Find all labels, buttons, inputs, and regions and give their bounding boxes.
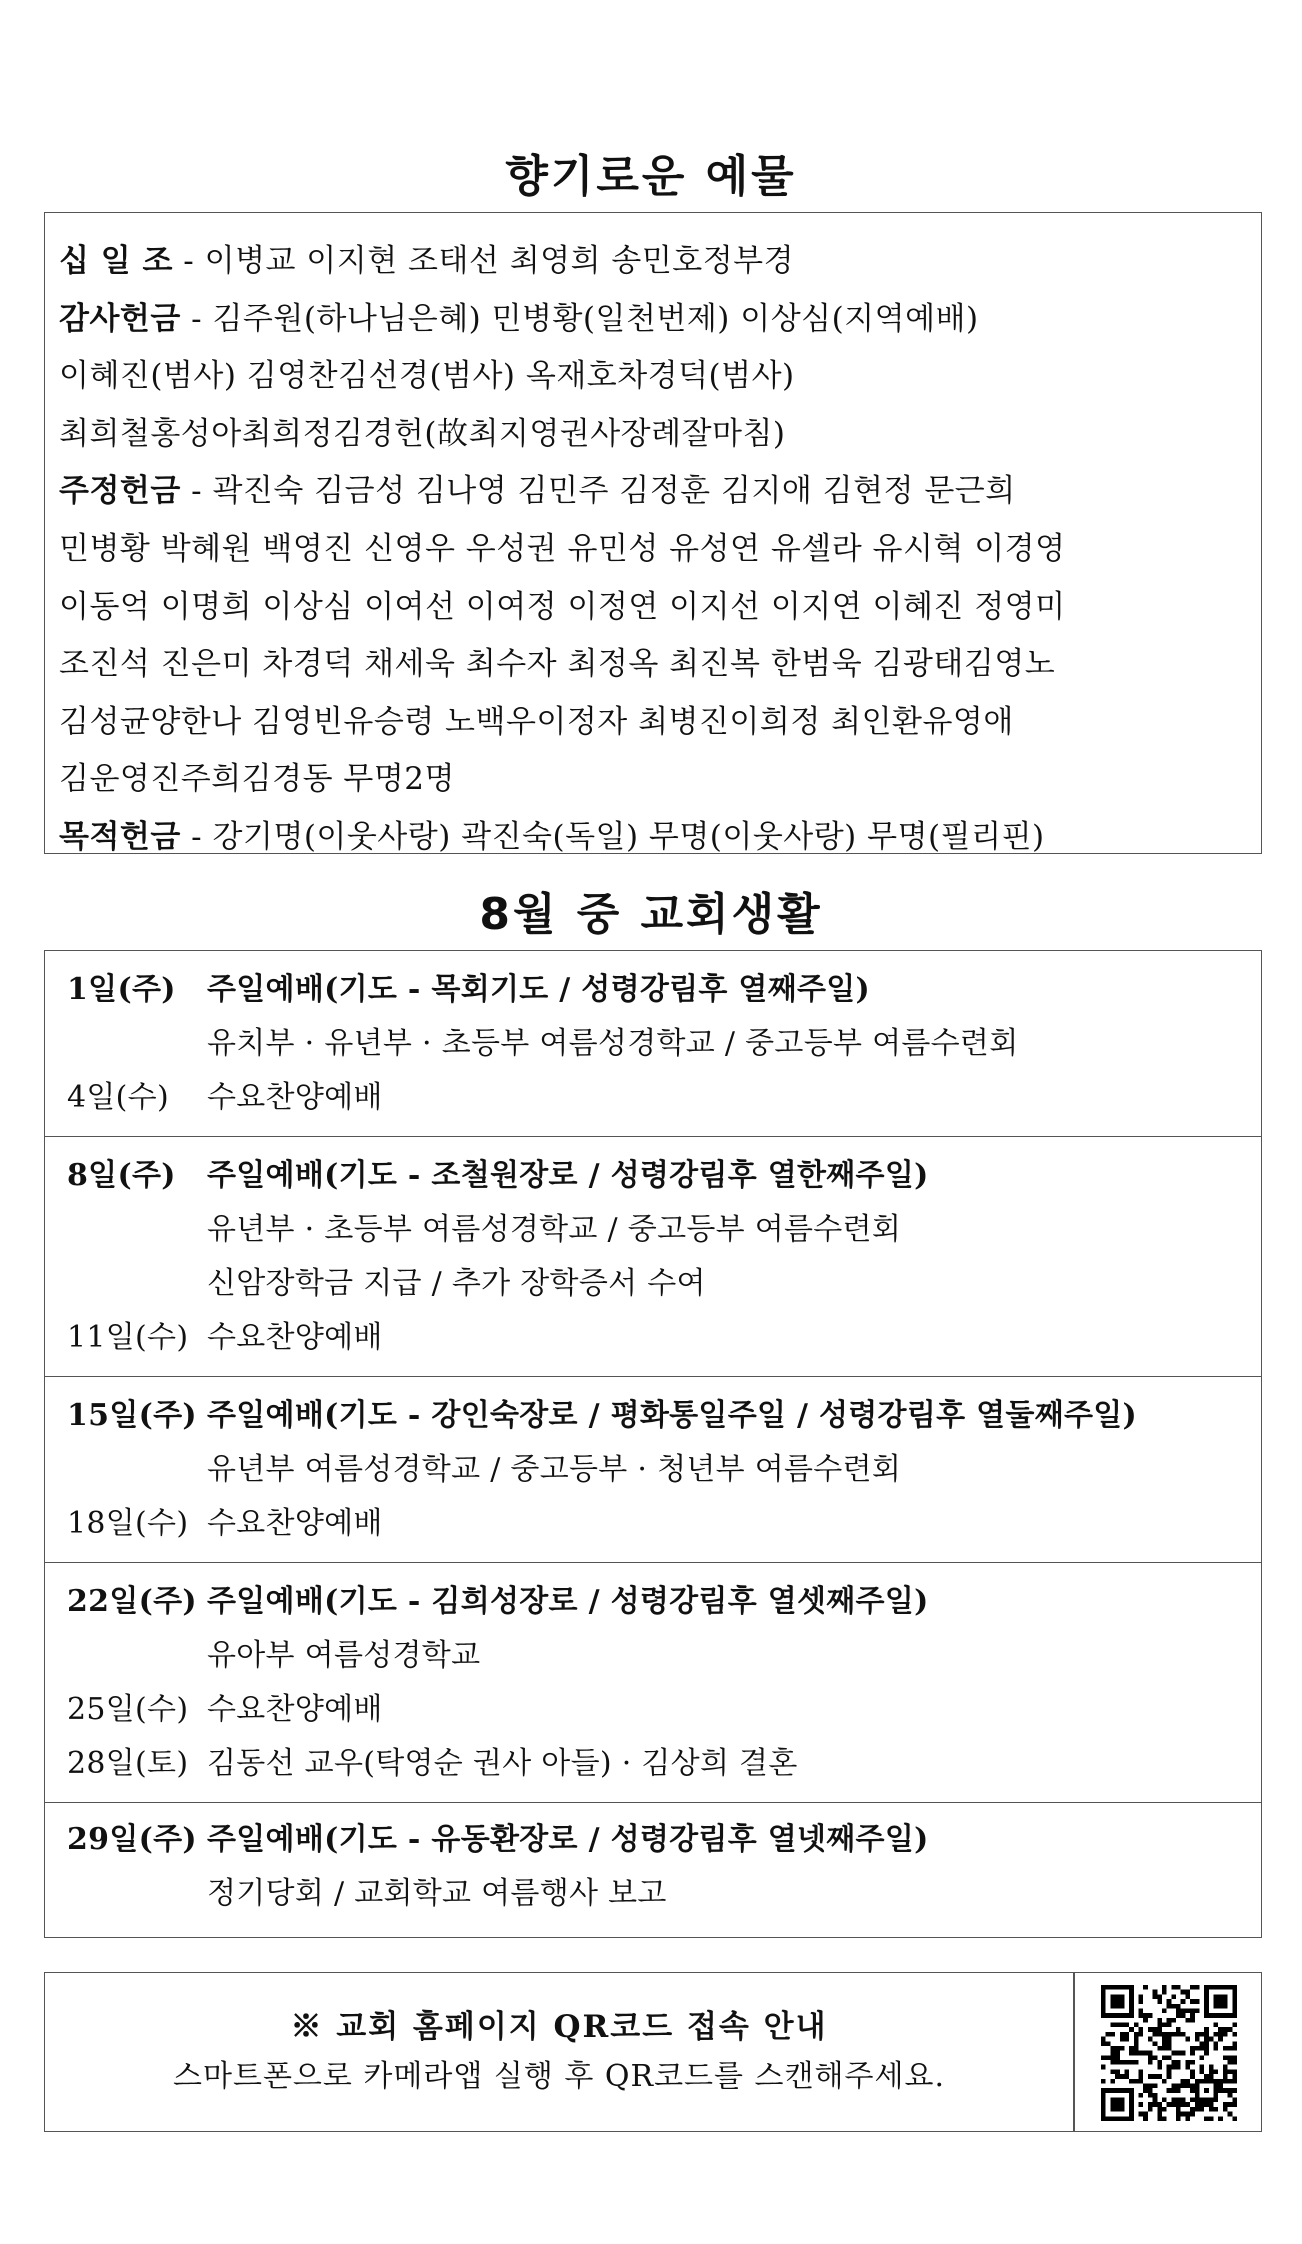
- schedule-date: 15일(주): [67, 1398, 197, 1433]
- qr-code-icon[interactable]: [1101, 1985, 1237, 2121]
- schedule-text-segment: 유년부 · 초등부 여름성경학교 / 중고등부 여름수련회: [207, 1212, 902, 1247]
- schedule-date: 22일(주): [67, 1584, 197, 1619]
- schedule-week: [45, 1803, 1261, 1939]
- schedule-text-segment: 주일예배(기도 -: [207, 1822, 432, 1857]
- schedule-text: [207, 1683, 1261, 1737]
- schedule-text: [207, 1575, 1261, 1629]
- schedule-text: [207, 1389, 1261, 1443]
- offerings-title: 향기로운 예물: [505, 151, 797, 202]
- schedule-text-segment: 주일예배(기도 -: [207, 972, 432, 1007]
- qr-info-text: [45, 1973, 1073, 2131]
- schedule-date: [67, 1443, 207, 1497]
- schedule-date: 4일(수): [67, 1080, 169, 1115]
- schedule-text-segment: 주일예배(기도 -: [207, 1158, 432, 1193]
- offering-names: - 곽진숙 김금성 김나영 김민주 김정훈 김지애 김현정 문근희: [180, 473, 1016, 510]
- offering-names: 이혜진(범사) 김영찬김선경(범사) 옥재호차경덕(범사): [59, 358, 795, 395]
- schedule-text: [207, 1311, 1261, 1365]
- schedule-week: [45, 1563, 1261, 1803]
- schedule-text-segment: 김동선 교우(탁영순 권사 아들) · 김상희 결혼: [207, 1746, 798, 1781]
- schedule-date: 11일(수): [67, 1320, 189, 1355]
- offering-line: [59, 521, 1247, 579]
- schedule-row: [67, 1071, 1261, 1125]
- schedule-text-segment: 정기당회 / 교회학교 여름행사 보고: [207, 1876, 667, 1911]
- offering-line: [59, 406, 1247, 464]
- offering-line: [59, 579, 1247, 637]
- schedule-text-segment: 신암장학금 지급 / 추가 장학증서 수여: [207, 1266, 706, 1301]
- schedule-text: [207, 1867, 1261, 1921]
- offering-category: 십 일 조: [59, 243, 173, 279]
- schedule-text-segment: 조철원: [431, 1158, 520, 1193]
- schedule-row: [67, 1737, 1261, 1791]
- schedule-row: [67, 1311, 1261, 1365]
- schedule-row: [67, 1257, 1261, 1311]
- schedule-date: [67, 1203, 207, 1257]
- offering-names: 민병황 박혜원 백영진 신영우 우성권 유민성 유성연 유셀라 유시혁 이경영: [59, 530, 1066, 567]
- schedule-text-segment: 목회기도: [431, 972, 549, 1007]
- schedule-row: [67, 1149, 1261, 1203]
- schedule-text-segment: 수요찬양예배: [207, 1320, 383, 1355]
- schedule-box: [44, 950, 1262, 1938]
- offerings-box: [44, 212, 1262, 854]
- offering-names: 조진석 진은미 차경덕 채세욱 최수자 최정옥 최진복 한범욱 김광태김영노: [59, 646, 1056, 683]
- offering-line: [59, 751, 1247, 809]
- schedule-text-segment: 장로 / 성령강림후 열넷째주일): [519, 1822, 929, 1857]
- schedule-week: [45, 951, 1261, 1137]
- offering-category: 감사헌금: [59, 300, 181, 337]
- schedule-text-segment: 김희성: [431, 1584, 520, 1619]
- schedule-row: [67, 1443, 1261, 1497]
- offering-names: - 이병교 이지현 조태선 최영희 송민호정부경: [172, 243, 795, 279]
- schedule-row: [67, 1017, 1261, 1071]
- schedule-date: [67, 1017, 207, 1071]
- offering-names: - 강기명(이웃사랑) 곽진숙(독일) 무명(이웃사랑) 무명(필리핀): [180, 818, 1045, 855]
- schedule-date: 29일(주): [67, 1822, 197, 1857]
- offering-names: 김운영진주희김경동 무명2명: [59, 761, 455, 798]
- schedule-date: [67, 1629, 207, 1683]
- schedule-row: [67, 1813, 1261, 1867]
- schedule-text-segment: 수요찬양예배: [207, 1506, 383, 1541]
- schedule-row: [67, 1629, 1261, 1683]
- schedule-date: [67, 1257, 207, 1311]
- offering-category: 목적헌금: [59, 818, 181, 855]
- schedule-text-segment: 장로 / 성령강림후 열셋째주일): [519, 1584, 929, 1619]
- offering-names: - 김주원(하나님은혜) 민병황(일천번제) 이상심(지역예배): [180, 300, 979, 337]
- schedule-text-segment: 주일예배(기도 -: [207, 1584, 432, 1619]
- offering-line: [59, 694, 1247, 752]
- schedule-text: [207, 1149, 1261, 1203]
- qr-divider: [1073, 1973, 1075, 2131]
- schedule-date: 25일(수): [67, 1692, 189, 1727]
- schedule-text-segment: 수요찬양예배: [207, 1692, 383, 1727]
- schedule-text-segment: 장로 / 성령강림후 열한째주일): [519, 1158, 929, 1193]
- qr-info-box: [44, 1972, 1262, 2132]
- offering-category: 주정헌금: [59, 473, 181, 510]
- schedule-row: [67, 1575, 1261, 1629]
- schedule-text: [207, 1443, 1261, 1497]
- schedule-text-segment: 장로 / 평화통일주일 / 성령강림후 열둘째주일): [519, 1398, 1138, 1433]
- schedule-date: 1일(주): [67, 972, 176, 1007]
- schedule-text: [207, 1813, 1261, 1867]
- schedule-text-segment: 수요찬양예배: [207, 1080, 383, 1115]
- offering-line: [59, 809, 1247, 867]
- schedule-week: [45, 1137, 1261, 1377]
- schedule-text-segment: 강인숙: [431, 1398, 520, 1433]
- schedule-row: [67, 1867, 1261, 1921]
- schedule-text: [207, 1629, 1261, 1683]
- offering-line: [59, 348, 1247, 406]
- schedule-row: [67, 1683, 1261, 1737]
- schedule-date: 18일(수): [67, 1506, 189, 1541]
- schedule-week: [45, 1377, 1261, 1563]
- offering-names: 최희철홍성아최희정김경헌(故최지영권사장례잘마침): [59, 415, 786, 452]
- schedule-row: [67, 1497, 1261, 1551]
- schedule-date: 28일(토): [67, 1746, 189, 1781]
- schedule-text-segment: / 성령강림후 열째주일): [548, 972, 871, 1007]
- schedule-title: 8월 중 교회생활: [479, 889, 823, 940]
- qr-info-subtitle: 스마트폰으로 카메라앱 실행 후 QR코드를 스캔해주세요.: [173, 2059, 945, 2094]
- schedule-date: [67, 1867, 207, 1921]
- schedule-text-segment: 유년부 여름성경학교 / 중고등부 · 청년부 여름수련회: [207, 1452, 902, 1487]
- schedule-text: [207, 1257, 1261, 1311]
- schedule-text: [207, 963, 1261, 1017]
- offering-names: 이동억 이명희 이상심 이여선 이여정 이정연 이지선 이지연 이혜진 정영미: [59, 588, 1066, 625]
- schedule-text-segment: 주일예배(기도 -: [207, 1398, 432, 1433]
- schedule-row: [67, 1389, 1261, 1443]
- offering-line: [59, 291, 1247, 349]
- schedule-text-segment: 유치부 · 유년부 · 초등부 여름성경학교 / 중고등부 여름수련회: [207, 1026, 1019, 1061]
- schedule-date: 8일(주): [67, 1158, 176, 1193]
- schedule-text: [207, 1017, 1261, 1071]
- schedule-text-segment: 유아부 여름성경학교: [207, 1638, 481, 1673]
- schedule-row: [67, 963, 1261, 1017]
- schedule-text: [207, 1071, 1261, 1125]
- schedule-text: [207, 1203, 1261, 1257]
- offering-line: [59, 636, 1247, 694]
- offering-names: 김성균양한나 김영빈유승령 노백우이정자 최병진이희정 최인환유영애: [59, 703, 1014, 740]
- schedule-text: [207, 1497, 1261, 1551]
- offering-line: [59, 233, 1247, 291]
- schedule-text: [207, 1737, 1261, 1791]
- qr-info-title: ※ 교회 홈페이지 QR코드 접속 안내: [290, 2009, 828, 2045]
- schedule-row: [67, 1203, 1261, 1257]
- schedule-text-segment: 유동환: [431, 1822, 520, 1857]
- offering-line: [59, 463, 1247, 521]
